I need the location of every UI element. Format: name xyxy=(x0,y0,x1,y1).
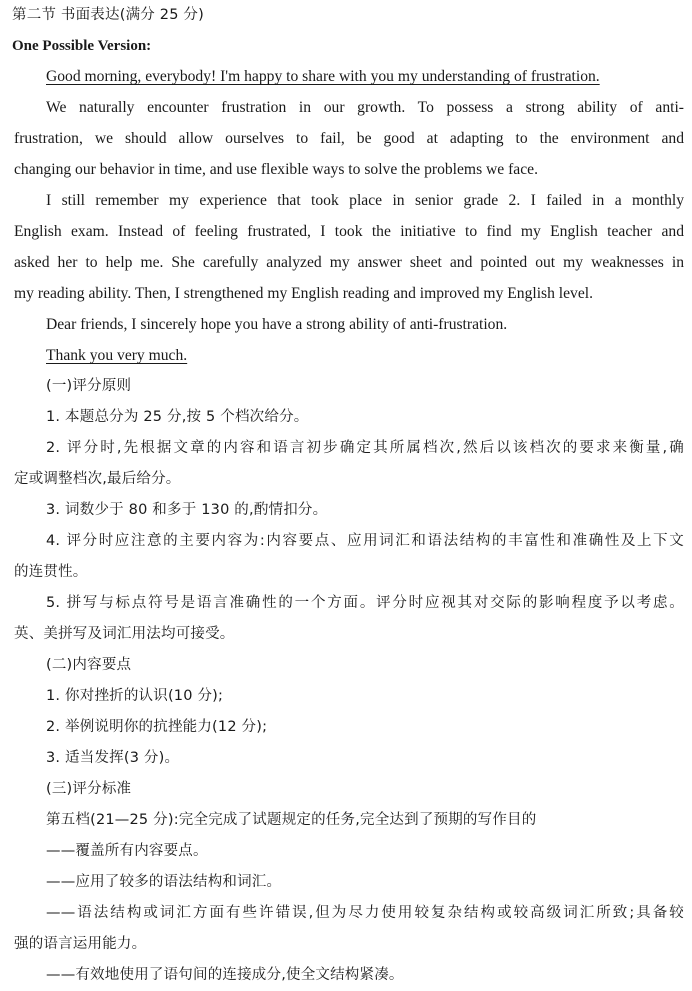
standards-heading: (三)评分标准 xyxy=(46,781,132,797)
section-title: 第二节 书面表达(满分 25 分) xyxy=(12,7,204,23)
standards-line: ——语法结构或词汇方面有些许错误,但为尽力使用较复杂结构或较高级词汇所致;具备较 xyxy=(46,905,684,921)
essay-line: I still remember my experience that took place in senior grade 2. I failed in a monthly xyxy=(46,192,684,209)
essay-line: changing our behavior in time, and use flexible ways to solve the problems we face. xyxy=(14,161,538,178)
essay-line: my reading ability. Then, I strengthened my English reading and improved my English level. xyxy=(14,285,594,302)
content-points-heading: (二)内容要点 xyxy=(46,657,132,673)
principles-line: 3. 词数少于 80 和多于 130 的,酌情扣分。 xyxy=(46,502,328,518)
standards-line: ——有效地使用了语句间的连接成分,使全文结构紧凑。 xyxy=(46,967,404,983)
principles-heading: (一)评分原则 xyxy=(46,378,132,394)
principles-line: 的连贯性。 xyxy=(14,564,88,580)
principles-line: 英、美拼写及词汇用法均可接受。 xyxy=(14,626,235,642)
content-point-item: 2. 举例说明你的抗挫能力(12 分); xyxy=(46,719,268,735)
standards-line: ——应用了较多的语法结构和词汇。 xyxy=(46,874,282,890)
principles-line: 1. 本题总分为 25 分,按 5 个档次给分。 xyxy=(46,409,309,425)
principles-line: 5. 拼写与标点符号是语言准确性的一个方面。评分时应视其对交际的影响程度予以考虑。 xyxy=(46,595,684,611)
essay-line-closing: Thank you very much. xyxy=(46,347,188,364)
version-label: One Possible Version: xyxy=(12,38,152,54)
essay-line: Dear friends, I sincerely hope you have a strong ability of anti-frustration. xyxy=(46,316,508,333)
essay-line: asked her to help me. She carefully analyzed my answer sheet and pointed out my weaknesses in xyxy=(14,254,684,271)
essay-line-greeting: Good morning, everybody! I'm happy to share with you my understanding of frustration. xyxy=(46,68,600,85)
content-point-item: 3. 适当发挥(3 分)。 xyxy=(46,750,180,766)
essay-line: We naturally encounter frustration in our growth. To possess a strong ability of anti- xyxy=(46,99,684,116)
principles-line: 定或调整档次,最后给分。 xyxy=(14,471,181,487)
principles-line: 2. 评分时,先根据文章的内容和语言初步确定其所属档次,然后以该档次的要求来衡量,确 xyxy=(46,440,684,456)
standards-line: ——覆盖所有内容要点。 xyxy=(46,843,208,859)
standards-line: 第五档(21—25 分):完全完成了试题规定的任务,完全达到了预期的写作目的 xyxy=(46,812,537,828)
content-point-item: 1. 你对挫折的认识(10 分); xyxy=(46,688,224,704)
standards-line: 强的语言运用能力。 xyxy=(14,936,147,952)
essay-line: English exam. Instead of feeling frustrated, I took the initiative to find my English teacher and xyxy=(14,223,684,240)
essay-line: frustration, we should allow ourselves to fail, be good at adapting to the environment and xyxy=(14,130,684,147)
principles-line: 4. 评分时应注意的主要内容为:内容要点、应用词汇和语法结构的丰富性和准确性及上下文 xyxy=(46,533,684,549)
